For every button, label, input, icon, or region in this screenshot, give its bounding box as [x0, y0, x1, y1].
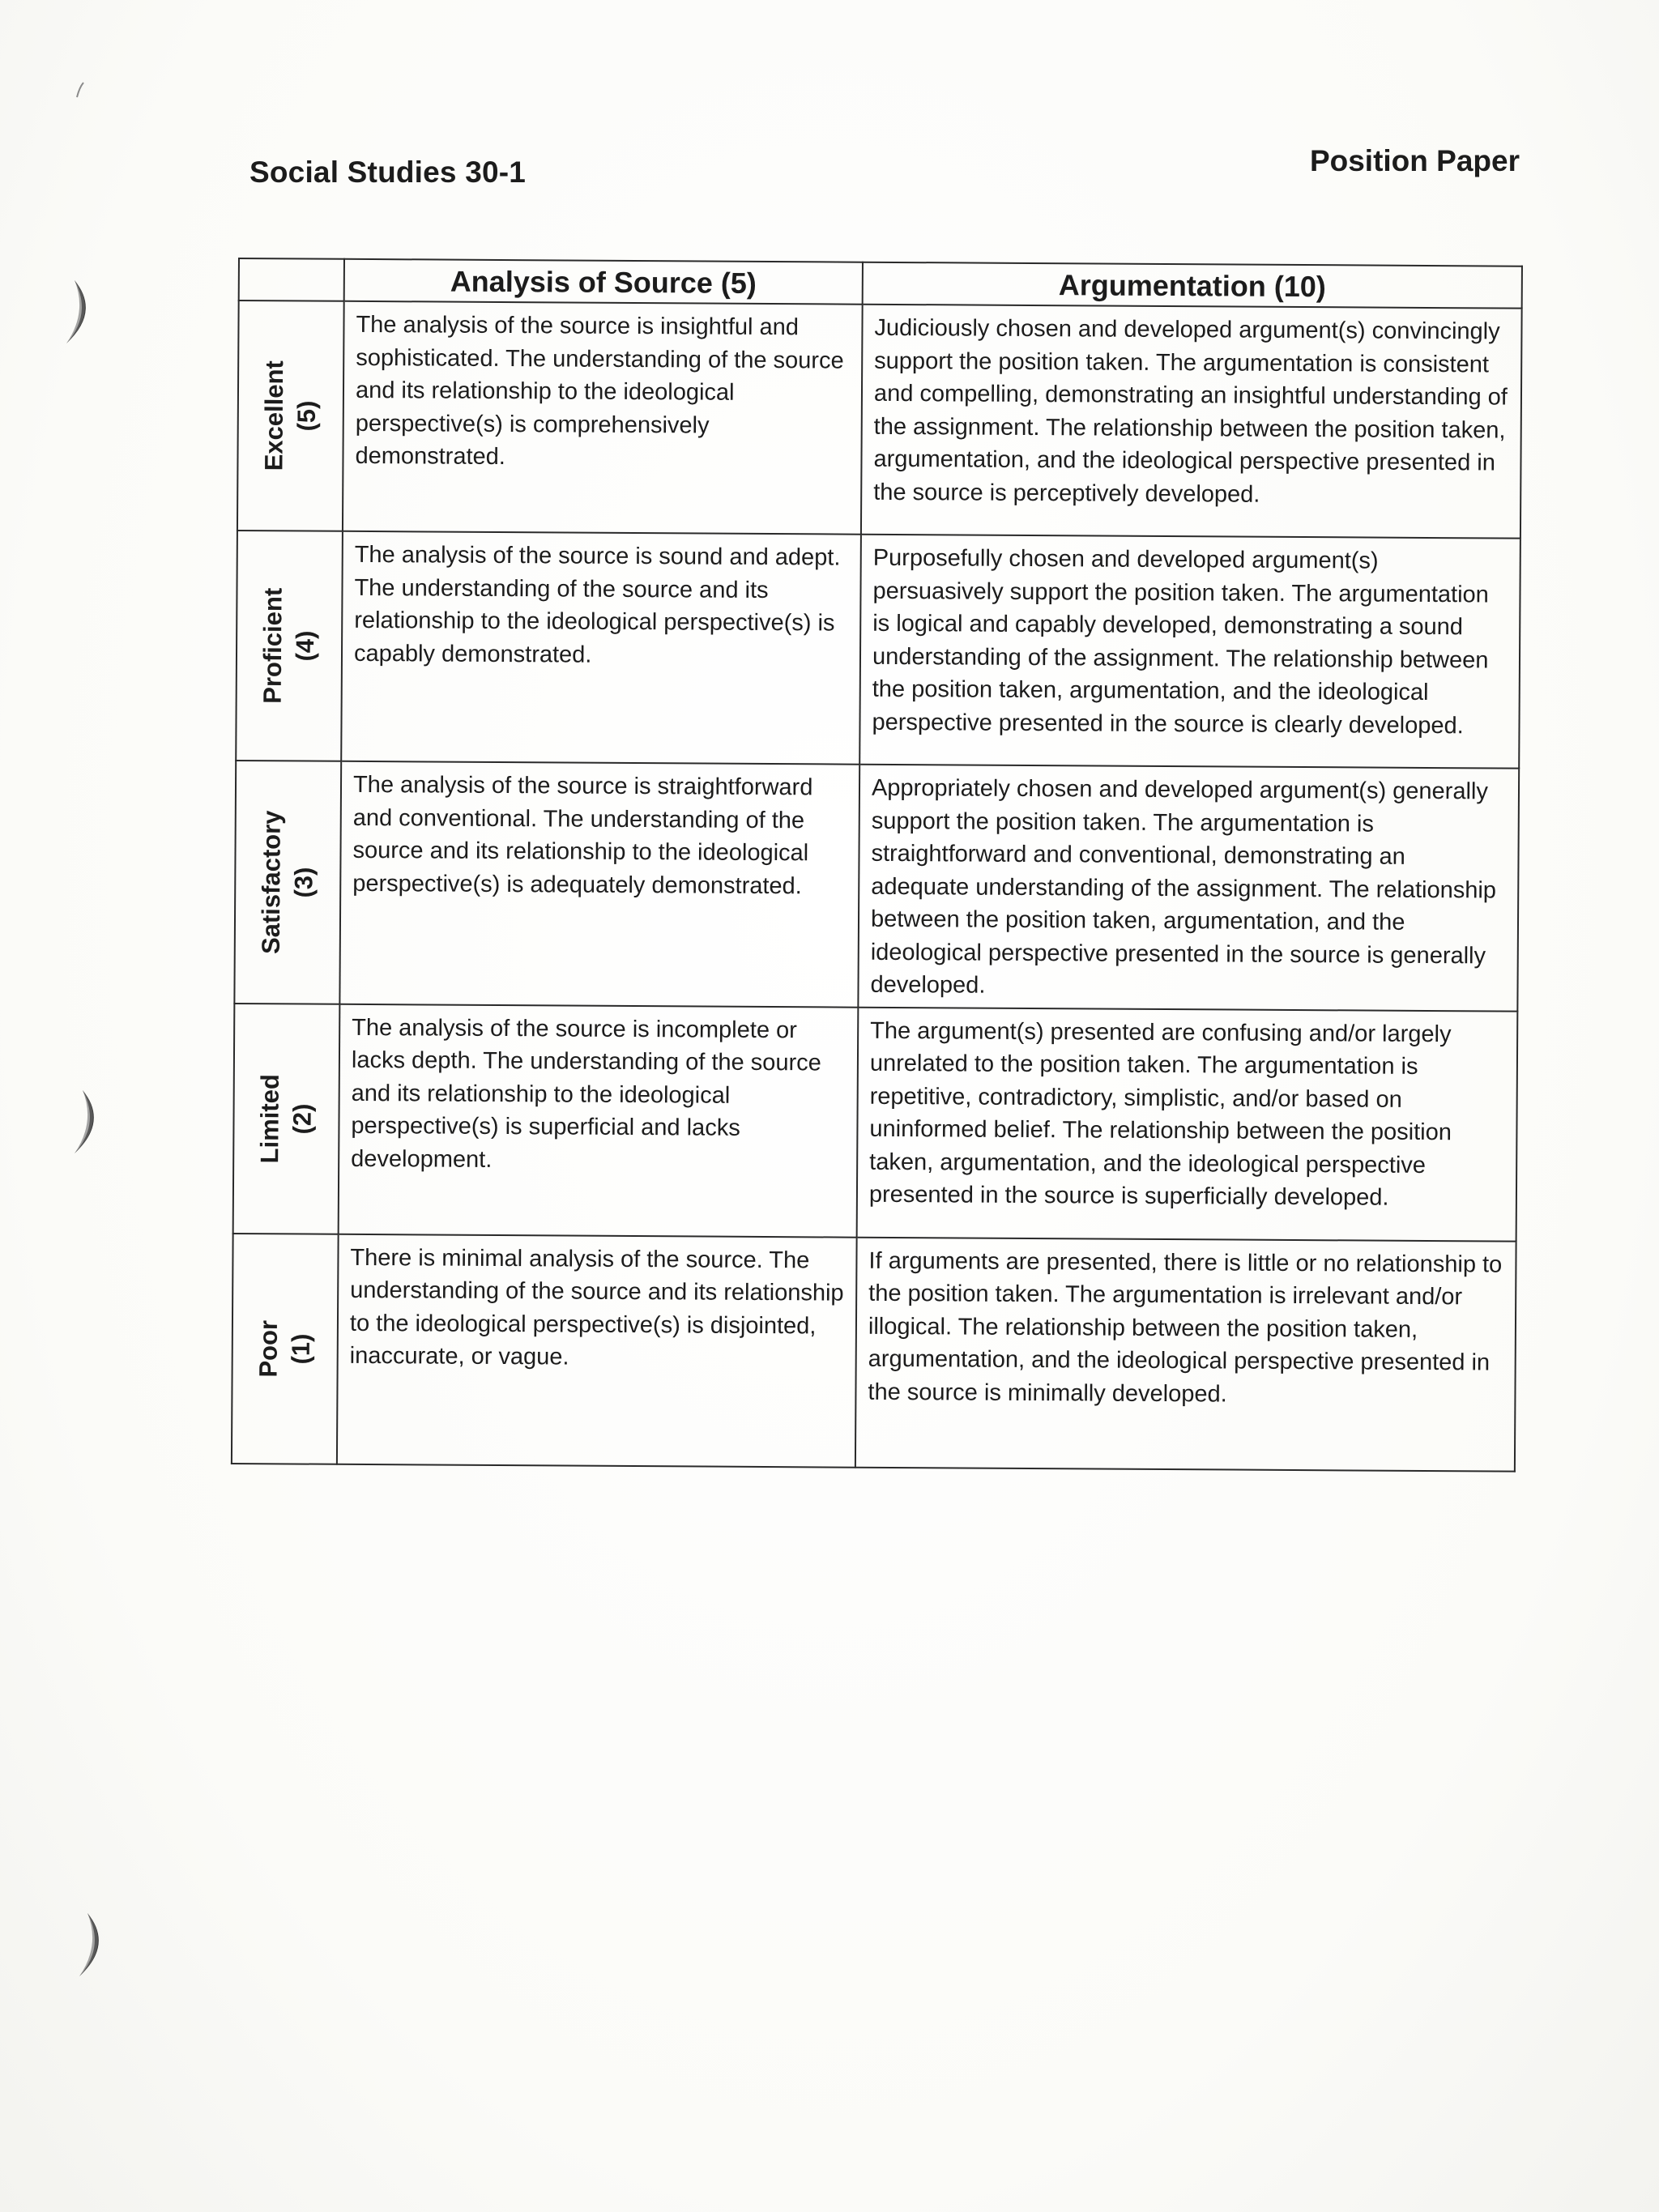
rubric-corner-cell — [239, 258, 344, 301]
level-label — [253, 1319, 318, 1377]
analysis-descriptor: There is minimal analysis of the source. The understanding of the source and its relationship to the ideological perspective(s) is disjointed, inaccurate, or vague. — [337, 1234, 857, 1467]
analysis-descriptor: The analysis of the source is sound and adept. The understanding of the source and its relationship to the ideological perspective(s) is capably demonstrated. — [341, 531, 861, 765]
pen-mark — [75, 81, 86, 99]
argumentation-descriptor: The argument(s) presented are confusing and/or largely unrelated to the position taken. The argumentation is repetitive, contradictory, simplistic, and/or based on uninformed belief. The relationship between the position taken, argumentation, and the ideological perspective presented in the source is superficially developed. — [857, 1007, 1518, 1241]
level-score: (5) — [292, 400, 321, 432]
level-label — [257, 588, 322, 704]
level-label-cell — [236, 531, 343, 761]
punch-hole-shadow — [50, 1085, 107, 1158]
analysis-descriptor: The analysis of the source is incomplete or lacks depth. The understanding of the source and its relationship to the ideological perspective(s) is superficial and lacks development. — [339, 1004, 859, 1237]
rubric-row-satisfactory — [234, 761, 1519, 1011]
argumentation-descriptor: If arguments are presented, there is little or no relationship to the position taken. The argumentation is irrelevant and/or illogical. The relationship between the position taken, argumentation, and the ideological perspective presented in the source is minimally developed. — [855, 1237, 1516, 1471]
level-label-cell — [232, 1233, 339, 1464]
analysis-descriptor: The analysis of the source is straightforward and conventional. The understanding of the source and its relationship to the ideological perspective(s) is adequately demonstrated. — [339, 761, 859, 1007]
argumentation-descriptor: Purposefully chosen and developed argument(s) persuasively support the position taken. The argumentation is logical and capably developed, demonstrating a sound understanding of the assignment. The relationship between the position taken, argumentation, and the ideological perspective presented in the source is clearly developed. — [859, 535, 1520, 769]
analysis-column-header: Analysis of Source (5) — [344, 259, 863, 305]
level-name: Limited — [255, 1073, 284, 1163]
rubric-header-row — [239, 258, 1522, 309]
level-name: Satisfactory — [256, 810, 286, 954]
course-title: Social Studies 30-1 — [249, 156, 527, 189]
level-name: Proficient — [258, 587, 288, 704]
level-label-cell — [234, 761, 341, 1004]
level-label-cell — [237, 300, 344, 531]
level-label — [254, 1074, 319, 1164]
level-score: (2) — [288, 1102, 317, 1135]
level-score: (4) — [290, 630, 320, 662]
level-label — [255, 810, 321, 954]
level-score: (1) — [286, 1332, 315, 1365]
rubric-row-proficient — [236, 531, 1520, 769]
level-score: (3) — [289, 867, 318, 898]
punch-hole-shadow — [42, 275, 99, 348]
argumentation-descriptor: Appropriately chosen and developed argument(s) generally support the position taken. The argumentation is straightforward and conventional, demonstrating an adequate understanding of the assignment. The relationship between the position taken, argumentation, and the ideological perspective presented in the source is generally developed. — [858, 765, 1519, 1011]
analysis-descriptor: The analysis of the source is insightful and sophisticated. The understanding of the source and its relationship to the ideological perspective(s) is comprehensively demonstrated. — [343, 301, 863, 535]
punch-hole-shadow — [55, 1908, 112, 1981]
level-name: Poor — [254, 1319, 283, 1378]
rubric-row-limited — [233, 1003, 1518, 1241]
rubric-row-poor — [232, 1233, 1516, 1471]
level-label-cell — [233, 1003, 340, 1234]
level-name: Excellent — [259, 360, 289, 471]
rubric-row-excellent — [237, 300, 1522, 539]
assignment-title: Position Paper — [1309, 144, 1520, 177]
argumentation-column-header: Argumentation (10) — [863, 262, 1522, 309]
level-label — [258, 360, 323, 471]
rubric-table — [231, 258, 1523, 1472]
argumentation-descriptor: Judiciously chosen and developed argument(s) convincingly support the position taken. The argumentation is consistent and compelling, demonstrating an insightful understanding of the assignment. The relationship between the position taken, argumentation, and the ideological perspective presented in the source is perceptively developed. — [861, 305, 1522, 539]
